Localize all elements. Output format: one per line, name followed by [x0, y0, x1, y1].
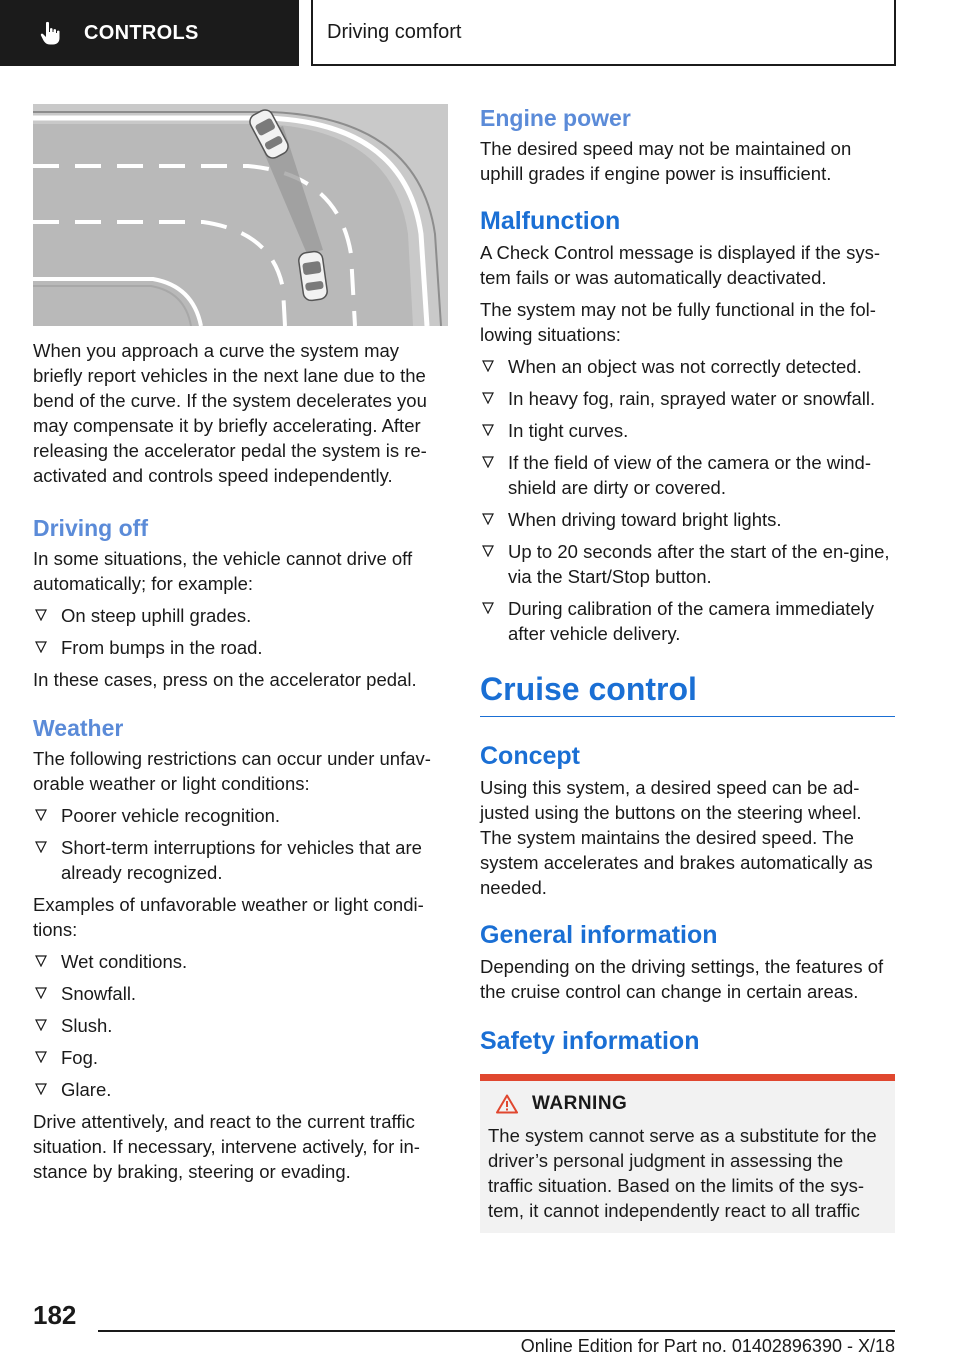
weather-text: The following restrictions can occur under unfav-orable weather or light conditions: — [33, 748, 431, 794]
curve-paragraph: When you approach a curve the system may briefly report vehicles in the next lane due to the bend of the curve. If the system decelerates you may compensate it by briefly accelerating. After releasing the accelerator pedal the system is re-activated and controls speed independently. — [33, 340, 427, 486]
list-item: If the field of view of the camera or the wind-shield are dirty or covered. — [480, 450, 895, 500]
general-info-heading: General information — [480, 921, 718, 949]
list-item: Fog. — [33, 1045, 448, 1070]
triangle-bullet-icon — [482, 392, 494, 404]
list-item: Slush. — [33, 1013, 448, 1038]
triangle-bullet-icon — [35, 1019, 47, 1031]
triangle-bullet-icon — [35, 641, 47, 653]
page-header — [0, 0, 960, 66]
weather-heading: Weather — [33, 715, 124, 741]
list-item: Short-term interruptions for vehicles that are already recognized. — [33, 835, 448, 885]
triangle-bullet-icon — [35, 609, 47, 621]
section-tab — [0, 0, 299, 66]
curve-illustration — [33, 104, 448, 326]
weather-after: Drive attentively, and react to the current traffic situation. If necessary, intervene actively, for in-stance by braking, steering or evading. — [33, 1111, 420, 1182]
warning-box — [480, 1074, 895, 1233]
warning-text: The system cannot serve as a substitute for the driver’s personal judgment in assessing the traffic situation. Based on the limits of the sys-tem, it cannot independently react to all traffic — [488, 1125, 877, 1221]
weather-list — [33, 803, 448, 885]
list-item: In tight curves. — [480, 418, 895, 443]
driving-off-after: In these cases, press on the accelerator pedal. — [33, 669, 417, 690]
footer-divider — [98, 1330, 895, 1332]
triangle-bullet-icon — [482, 545, 494, 557]
driving-off-list — [33, 603, 448, 660]
triangle-bullet-icon — [35, 1051, 47, 1063]
triangle-bullet-icon — [482, 602, 494, 614]
warning-triangle-icon — [496, 1094, 518, 1114]
triangle-bullet-icon — [35, 841, 47, 853]
triangle-bullet-icon — [35, 955, 47, 967]
malfunction-heading: Malfunction — [480, 207, 621, 235]
list-item: Glare. — [33, 1077, 448, 1102]
triangle-bullet-icon — [482, 424, 494, 436]
triangle-bullet-icon — [482, 360, 494, 372]
malfunction-list — [480, 354, 895, 646]
driving-off-heading: Driving off — [33, 515, 148, 541]
cruise-control-heading: Cruise control — [480, 670, 895, 717]
list-item: In heavy fog, rain, sprayed water or snowfall. — [480, 386, 895, 411]
concept-text: Using this system, a desired speed can be ad-justed using the buttons on the steering wheel. The system maintains the desired speed. The system accelerates and brakes automatically as needed. — [480, 777, 873, 898]
page-number: 182 — [33, 1300, 77, 1330]
list-item: Snowfall. — [33, 981, 448, 1006]
engine-power-heading: Engine power — [480, 105, 631, 131]
left-column — [33, 104, 448, 1184]
warning-header — [488, 1093, 887, 1115]
list-item: Poorer vehicle recognition. — [33, 803, 448, 828]
section-label: CONTROLS — [84, 21, 199, 44]
list-item: When driving toward bright lights. — [480, 507, 895, 532]
general-info-text: Depending on the driving settings, the features of the cruise control can change in certain areas. — [480, 956, 884, 1002]
list-item: From bumps in the road. — [33, 635, 448, 660]
list-item: Up to 20 seconds after the start of the en-gine, via the Start/Stop button. — [480, 539, 895, 589]
triangle-bullet-icon — [35, 987, 47, 999]
list-item: When an object was not correctly detected. — [480, 354, 895, 379]
list-item: On steep uphill grades. — [33, 603, 448, 628]
weather-examples-text: Examples of unfavorable weather or light condi-tions: — [33, 894, 424, 940]
triangle-bullet-icon — [482, 456, 494, 468]
list-item: During calibration of the camera immediately after vehicle delivery. — [480, 596, 895, 646]
concept-heading: Concept — [480, 742, 580, 770]
edition-text: Online Edition for Part no. 01402896390 - X/18 — [520, 1336, 895, 1356]
triangle-bullet-icon — [35, 1083, 47, 1095]
hand-pointer-icon — [40, 21, 62, 45]
malfunction-text: A Check Control message is displayed if the sys-tem fails or was automatically deactivated. — [480, 242, 880, 288]
right-column — [480, 104, 895, 1233]
driving-off-text: In some situations, the vehicle cannot drive off automatically; for example: — [33, 548, 413, 594]
chapter-title: Driving comfort — [311, 0, 896, 66]
list-item: Wet conditions. — [33, 949, 448, 974]
triangle-bullet-icon — [35, 809, 47, 821]
malfunction-text-2: The system may not be fully functional in the fol-lowing situations: — [480, 299, 876, 345]
warning-label: WARNING — [532, 1093, 628, 1114]
safety-info-heading: Safety information — [480, 1027, 700, 1055]
engine-power-text: The desired speed may not be maintained on uphill grades if engine power is insufficient. — [480, 138, 852, 184]
triangle-bullet-icon — [482, 513, 494, 525]
weather-examples-list — [33, 949, 448, 1102]
